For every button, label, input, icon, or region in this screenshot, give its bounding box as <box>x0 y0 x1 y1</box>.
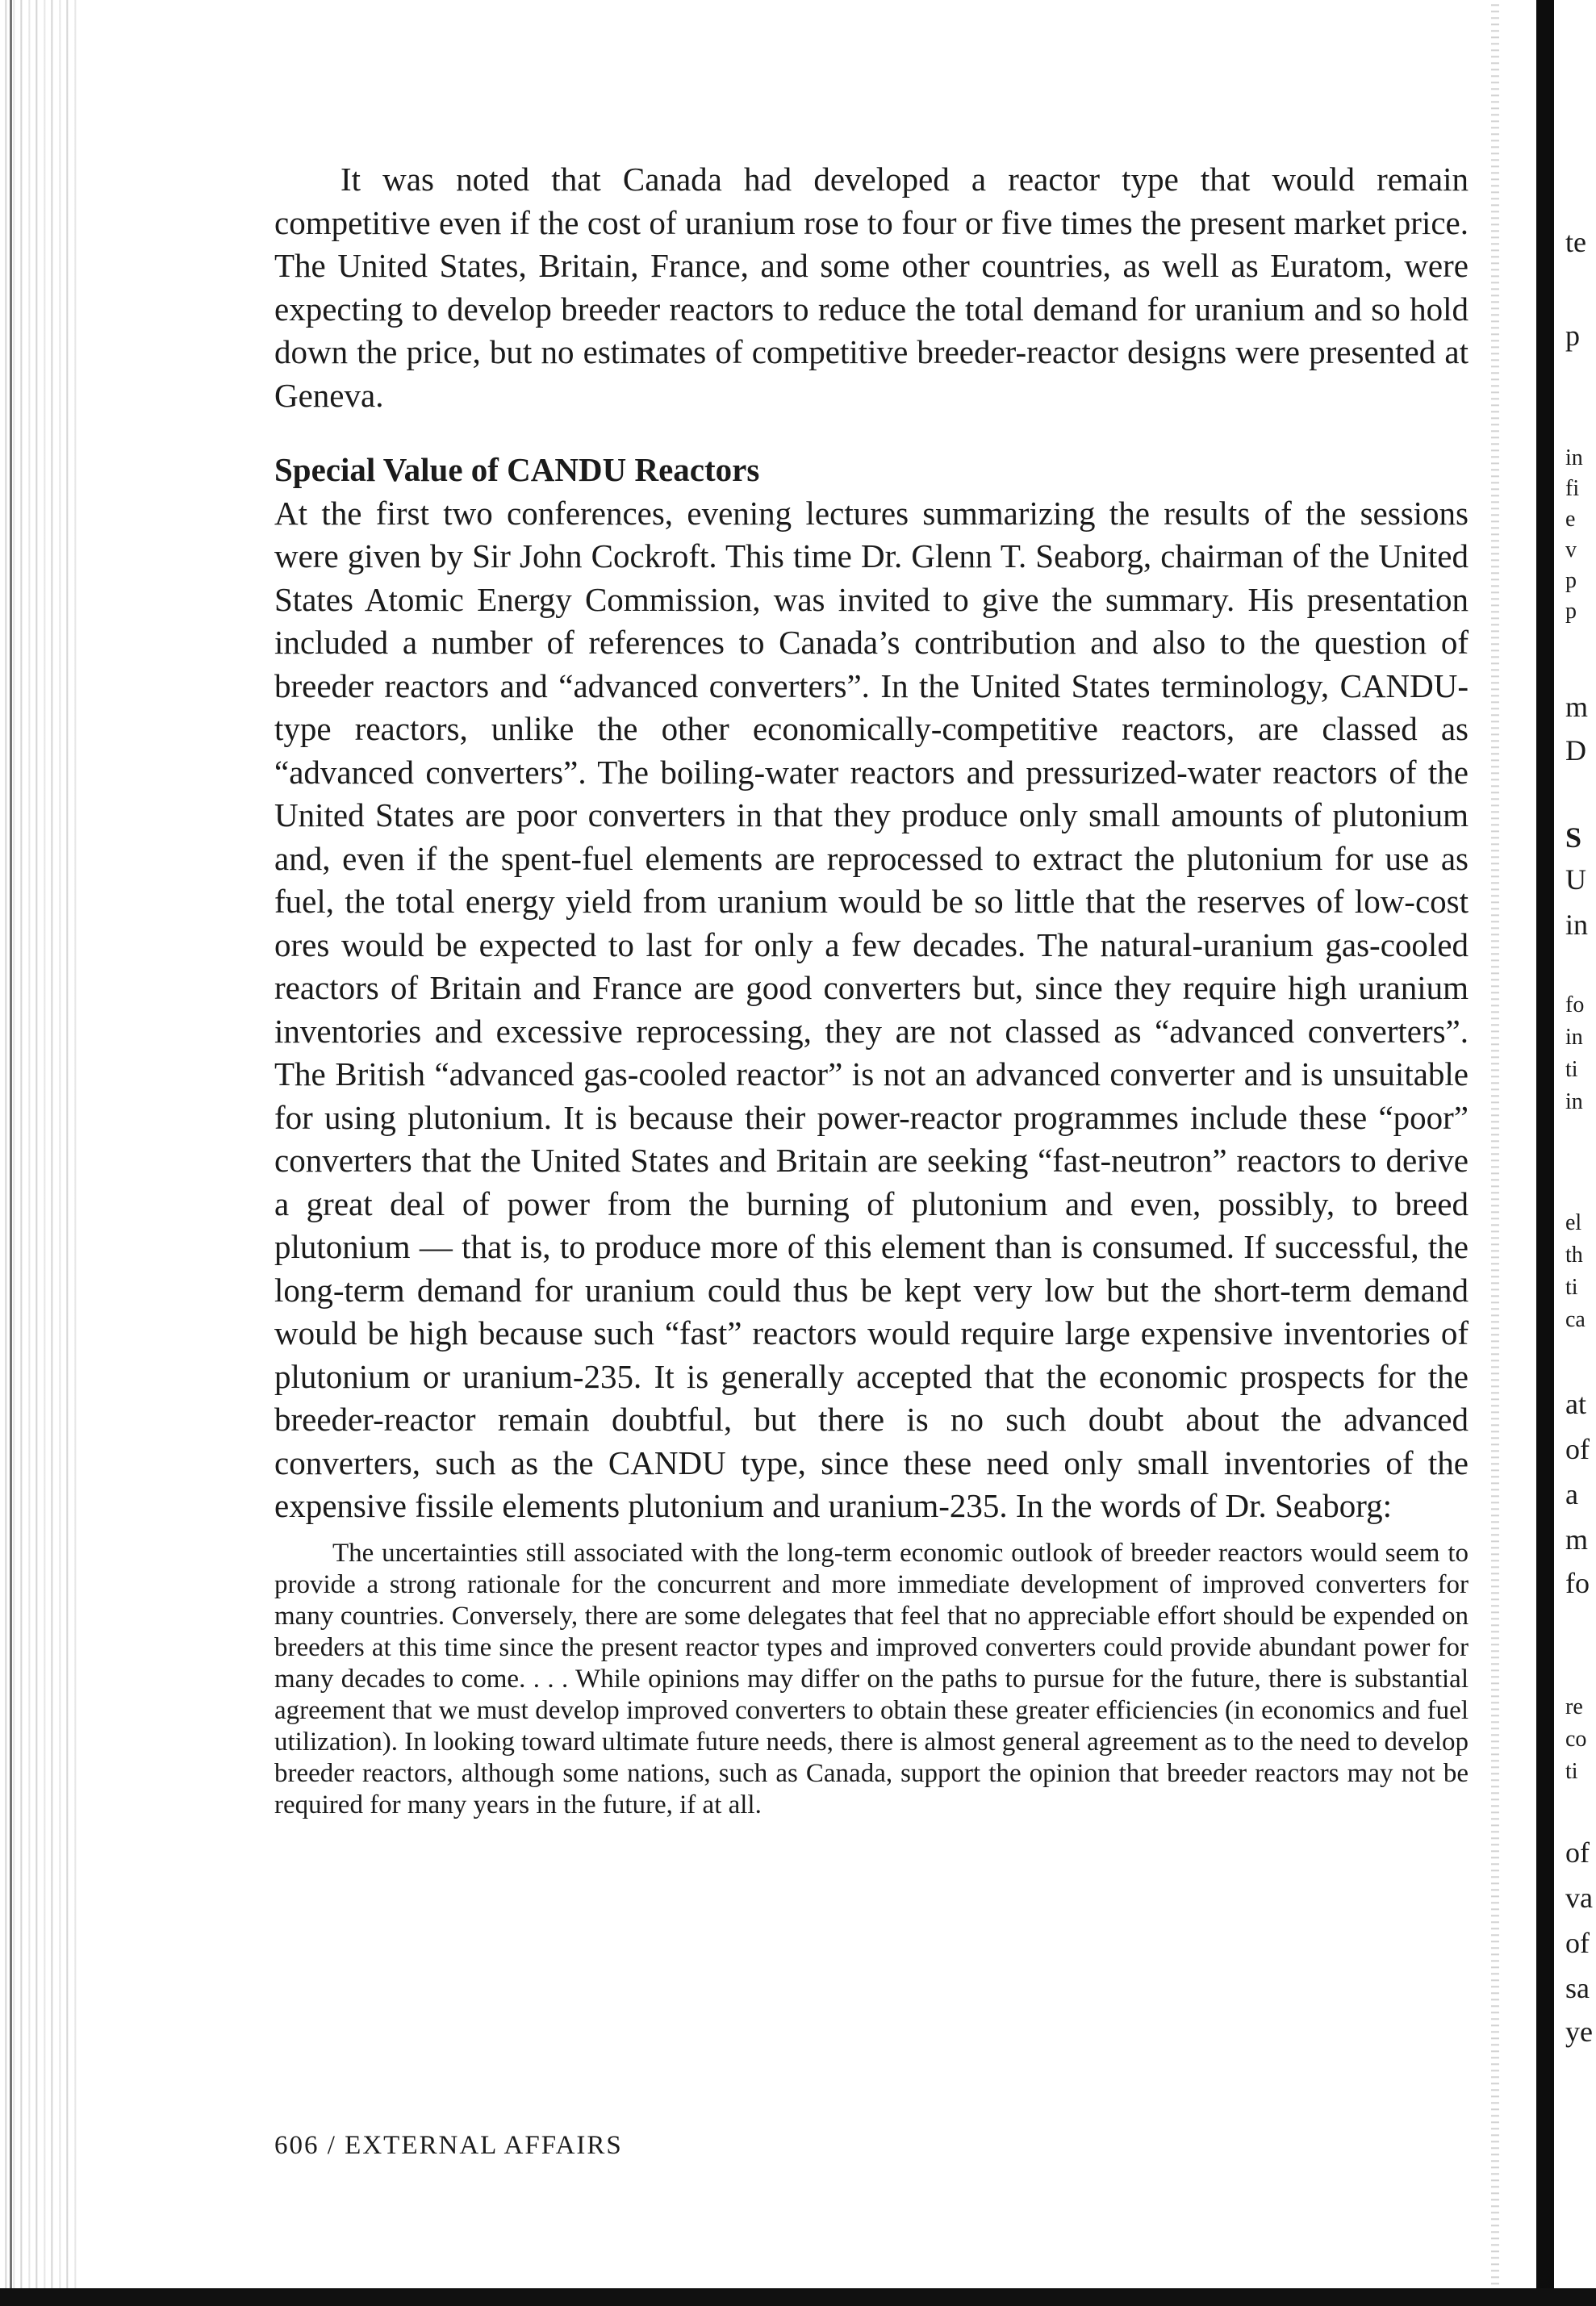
adjacent-page-fragment: in <box>1565 1089 1583 1114</box>
bottom-scan-edge <box>0 2288 1596 2306</box>
adjacent-page-fragment: U <box>1565 863 1586 896</box>
adjacent-page-fragment: m <box>1565 691 1589 723</box>
gutter-divider <box>1536 0 1554 2306</box>
adjacent-page-fragment: sa <box>1565 1972 1590 2004</box>
adjacent-page-fragment: m <box>1565 1523 1589 1556</box>
adjacent-page-fragment: D <box>1565 734 1586 767</box>
adjacent-page-fragment: p <box>1565 568 1577 593</box>
adjacent-page-fragment: te <box>1565 226 1586 258</box>
page-body <box>274 158 1469 1821</box>
adjacent-page-fragment: ti <box>1565 1275 1578 1300</box>
gutter-texture <box>1491 0 1499 2306</box>
adjacent-page-fragment: co <box>1565 1727 1587 1752</box>
adjacent-page-fragment: fo <box>1565 992 1585 1017</box>
adjacent-page-fragment: of <box>1565 1836 1590 1869</box>
adjacent-page-fragment: va <box>1565 1882 1593 1914</box>
adjacent-page-fragment: ca <box>1565 1307 1586 1332</box>
adjacent-page-fragment: in <box>1565 1025 1583 1050</box>
adjacent-page-fragment: in <box>1565 909 1589 941</box>
adjacent-page-fragment: v <box>1565 537 1577 562</box>
adjacent-page-fragment: a <box>1565 1478 1578 1510</box>
section-heading: Special Value of CANDU Reactors <box>274 451 760 488</box>
adjacent-page-fragment: el <box>1565 1210 1582 1235</box>
adjacent-page-fragment: ti <box>1565 1057 1578 1082</box>
adjacent-page-fragment: in <box>1565 445 1583 470</box>
adjacent-page-fragment: at <box>1565 1388 1586 1420</box>
body-paragraph: At the first two conferences, evening lectures summarizing the results of the sessions were given by Sir John Cockroft. This time Dr. Glenn T. Seaborg, chairman of the United States Atomic Energy Commission, was invited to give the summary. His presentation included a number of references to Canada’s contribution and also to the question of breeder reactors and “advanced converters”. In the United States terminology, CANDU-type reactors, unlike the other economically-competitive reactors, are classed as “advanced converters”. The boiling-water reactors and pressurized-water reactors of the United States are poor converters in that they produce only small amounts of plutonium and, even if the spent-fuel elements are reprocessed to extract the plutonium for use as fuel, the total energy yield from uranium would be so little that the reserves of low-cost ores would be expected to last for only a few decades. The natural-uranium gas-cooled reactors of Britain and France are good converters but, since they require high uranium inventories and excessive reprocessing, they are not classed as “advanced converters”. The British “advanced gas-cooled reactor” is not an advanced converter and is unsuitable for using plutonium. It is because their power-reactor programmes include these “poor” converters that the United States and Britain are seeking “fast-neutron” reactors to derive a great deal of power from the burning of plutonium and even, possibly, to breed plutonium — that is, to produce more of this element than is consumed. If successful, the long-term demand for uranium could thus be kept very low but the short-term demand would be high because such “fast” reactors would require large expensive inventories of plutonium or uranium-235. It is generally accepted that the economic prospects for the breeder-reactor remain doubtful, but there is no such doubt about the advanced converters, such as the CANDU type, since these need only small inventories of the expensive fissile elements plutonium and uranium-235. In the words of Dr. Seaborg: <box>274 494 1469 1524</box>
adjacent-page-fragment: fo <box>1565 1567 1590 1599</box>
adjacent-page-fragment: of <box>1565 1433 1590 1465</box>
adjacent-page-fragment: re <box>1565 1694 1583 1719</box>
adjacent-page-fragment: fi <box>1565 476 1580 501</box>
adjacent-page-fragment: of <box>1565 1927 1590 1959</box>
block-quote: The uncertainties still associated with the long-term economic outlook of breeder reactors would seem to provide a strong rationale for the concurrent and more immediate development of improved converters for many countries. Conversely, there are some delegates that feel that no appreciable effort should be expended on breeders at this time since the present reactor types and improved converters could provide abundant power for many decades to come. . . . While opinions may differ on the paths to pursue for the future, there is substantial agreement that we must develop improved converters to obtain these greater efficiencies (in economics and fuel utilization). In looking toward ultimate future needs, there is almost general agreement as to the need to develop breeder reactors, although some nations, such as Canada, support the opinion that breeder reactors may not be required for many years in the future, if at all. <box>274 1538 1469 1819</box>
adjacent-page-fragment: p <box>1565 599 1577 624</box>
adjacent-page-fragment: p <box>1565 320 1580 352</box>
adjacent-page-fragment: S <box>1565 821 1582 854</box>
binding-line <box>10 0 12 2306</box>
adjacent-page-fragment: th <box>1565 1243 1583 1268</box>
adjacent-page-fragment: e <box>1565 507 1576 532</box>
adjacent-page-fragment: ti <box>1565 1759 1578 1784</box>
adjacent-page-edge <box>1557 0 1596 2288</box>
page-footer: 606 / EXTERNAL AFFAIRS <box>274 2131 623 2160</box>
intro-paragraph: It was noted that Canada had developed a reactor type that would remain competitive even if the cost of uranium rose to four or five times the present market price. The United States, Britain, France, and some other countries, as well as Euratom, were expecting to develop breeder reactors to reduce the total demand for uranium and so hold down the price, but no estimates of competitive breeder-reactor designs were presented at Geneva. <box>274 161 1469 414</box>
adjacent-page-fragment: ye <box>1565 2016 1593 2048</box>
